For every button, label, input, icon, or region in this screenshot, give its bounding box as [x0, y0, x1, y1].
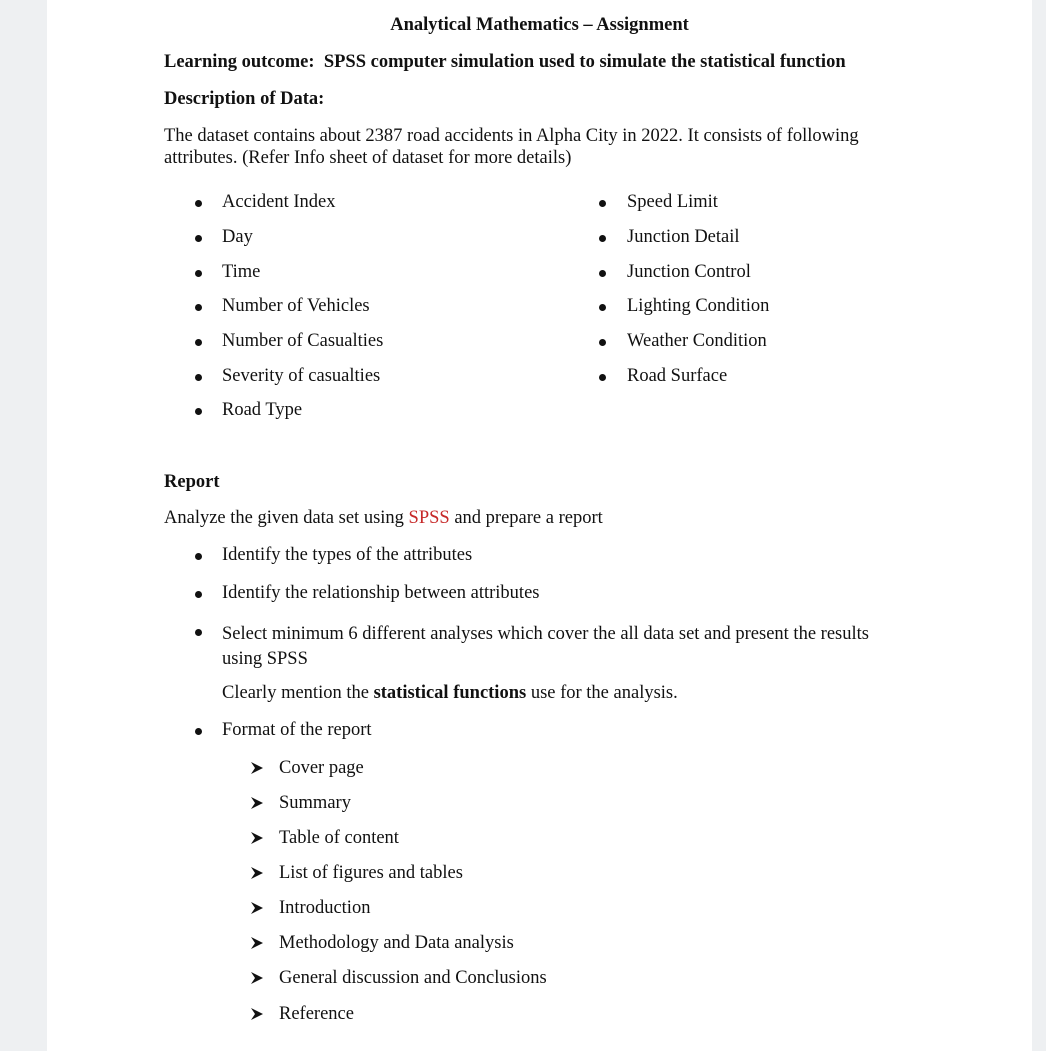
document-title: Analytical Mathematics – Assignment — [390, 15, 689, 35]
list-item: Select minimum 6 different analyses which cover the all data set and present the results using SPSS — [222, 624, 869, 669]
bullet-icon — [195, 629, 202, 636]
bullet-icon — [195, 591, 202, 598]
bullet-icon — [599, 304, 606, 311]
document-page — [47, 0, 1032, 1051]
list-item: Accident Index — [222, 192, 336, 212]
description-text: The dataset contains about 2387 road accidents in Alpha City in 2022. It consists of following attributes. (Refer Info sheet of dataset for more details) — [164, 126, 859, 168]
bullet-icon — [195, 235, 202, 242]
list-item: Introduction — [279, 898, 371, 918]
report-intro-after: and prepare a report — [454, 508, 603, 528]
list-item: Junction Control — [627, 262, 751, 282]
list-item: General discussion and Conclusions — [279, 968, 547, 988]
bullet-icon — [599, 235, 606, 242]
arrow-bullet-icon — [250, 866, 264, 880]
bullet-icon — [195, 374, 202, 381]
list-item: Day — [222, 227, 253, 247]
report-intro-before: Analyze the given data set using — [164, 508, 404, 528]
arrow-bullet-icon — [250, 831, 264, 845]
bullet-icon — [599, 339, 606, 346]
arrow-bullet-icon — [250, 761, 264, 775]
arrow-bullet-icon — [250, 971, 264, 985]
description-heading: Description of Data: — [164, 89, 325, 109]
list-item: Road Type — [222, 400, 303, 420]
list-item: Lighting Condition — [627, 296, 770, 316]
list-item: Table of content — [279, 828, 399, 848]
list-item: Junction Detail — [627, 227, 740, 247]
list-item: Methodology and Data analysis — [279, 933, 514, 953]
list-item: Number of Vehicles — [222, 296, 370, 316]
learning-outcome — [164, 52, 846, 73]
bullet-icon — [599, 200, 606, 207]
list-item: Reference — [279, 1004, 354, 1024]
spss-highlight: SPSS — [408, 508, 450, 528]
bullet-icon — [195, 408, 202, 415]
arrow-bullet-icon — [250, 1007, 264, 1021]
learning-outcome-text: SPSS computer simulation used to simulate the statistical function — [323, 52, 846, 72]
list-item: Format of the report — [222, 720, 372, 740]
learning-outcome-label: Learning outcome: — [164, 52, 315, 72]
arrow-bullet-icon — [250, 901, 264, 915]
list-item: Weather Condition — [627, 331, 767, 351]
bullet-icon — [195, 728, 202, 735]
list-item: Cover page — [279, 758, 364, 778]
note-after: use for the analysis. — [530, 683, 678, 703]
bullet-icon — [195, 553, 202, 560]
analysis-note — [222, 683, 678, 704]
list-item: Time — [222, 262, 261, 282]
list-item: Number of Casualties — [222, 331, 384, 351]
report-intro — [164, 508, 603, 529]
arrow-bullet-icon — [250, 796, 264, 810]
bullet-icon — [599, 270, 606, 277]
list-item: List of figures and tables — [279, 863, 463, 883]
note-bold: statistical functions — [373, 683, 527, 703]
list-item: Severity of casualties — [222, 366, 381, 386]
bullet-icon — [195, 304, 202, 311]
list-item: Road Surface — [627, 366, 728, 386]
list-item: Identify the types of the attributes — [222, 545, 473, 565]
list-item: Speed Limit — [627, 192, 718, 212]
bullet-icon — [195, 339, 202, 346]
bullet-icon — [195, 270, 202, 277]
bullet-icon — [599, 374, 606, 381]
note-before: Clearly mention the — [222, 683, 369, 703]
list-item: Summary — [279, 793, 351, 813]
arrow-bullet-icon — [250, 936, 264, 950]
list-item: Identify the relationship between attributes — [222, 583, 540, 603]
bullet-icon — [195, 200, 202, 207]
report-heading: Report — [164, 472, 220, 492]
